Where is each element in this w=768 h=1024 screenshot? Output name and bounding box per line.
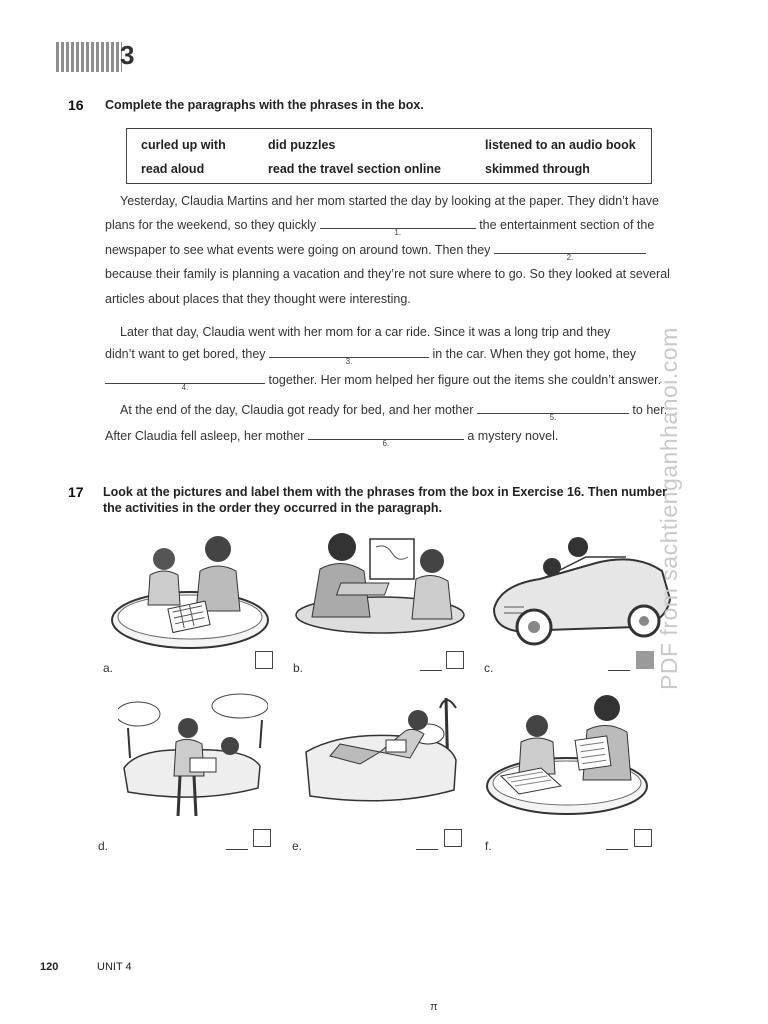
order-number-box-f[interactable]: [634, 829, 652, 847]
picture-a-puzzle: [108, 525, 273, 655]
picture-label: a.: [103, 661, 114, 675]
unit-logo-digit: 3: [120, 40, 134, 70]
phrase-box-item: skimmed through: [485, 162, 590, 176]
blank-number: 3.: [345, 357, 353, 366]
exercise-17-number: 17: [68, 484, 84, 500]
phrase-box-item: listened to an audio book: [485, 138, 636, 152]
answer-blank-6[interactable]: [308, 427, 464, 448]
picture-c-car: [486, 527, 676, 652]
paragraph-3-line: [120, 398, 667, 423]
picture-label: c.: [484, 661, 494, 675]
exercise-17-title-line: the activities in the order they occurred in the paragraph.: [103, 501, 442, 515]
text-segment: a mystery novel.: [463, 429, 559, 443]
picture-b-computer: [292, 525, 467, 635]
order-number-box-e[interactable]: [444, 829, 462, 847]
phrase-box-item: did puzzles: [268, 138, 336, 152]
phrase-box-item: read aloud: [141, 162, 205, 176]
order-number-box-b[interactable]: [446, 651, 464, 669]
label-answer-line-b[interactable]: [420, 669, 442, 671]
paragraph-2-line: [105, 368, 661, 393]
blank-number: 6.: [382, 439, 390, 448]
exercise-17-title-line: Look at the pictures and label them with the phrases from the box in Exercise 16. Then number: [103, 485, 668, 499]
blank-number: 4.: [181, 383, 189, 392]
picture-label: d.: [98, 839, 109, 853]
phrase-box-item: curled up with: [141, 138, 226, 152]
answer-blank-4[interactable]: [105, 371, 265, 392]
blank-number: 5.: [549, 413, 557, 422]
picture-label: e.: [292, 839, 303, 853]
order-number-box-d[interactable]: [253, 829, 271, 847]
order-number-box-c[interactable]: [636, 651, 654, 669]
exercise-16-number: 16: [68, 97, 84, 113]
paragraph-1-line: Yesterday, Claudia Martins and her mom started the day by looking at the paper. They didn’t have: [120, 194, 659, 208]
text-segment: After Claudia fell asleep, her mother: [105, 429, 308, 443]
text-segment: didn’t want to get bored, they: [105, 347, 269, 361]
paragraph-1-line: [105, 213, 654, 238]
phrase-box-item: read the travel section online: [268, 162, 441, 176]
paragraph-2-line: Later that day, Claudia went with her mom for a car ride. Since it was a long trip and they: [120, 325, 611, 339]
text-segment: newspaper to see what events were going on around town. Then they: [105, 243, 494, 257]
text-segment: At the end of the day, Claudia got ready for bed, and her mother: [120, 403, 477, 417]
picture-e-curled-up: [300, 688, 465, 818]
picture-label: f.: [485, 839, 492, 853]
page-number: 120: [40, 961, 59, 973]
unit-logo-graphic: [56, 42, 122, 72]
watermark-text: PDF from sachtienganhhanoi.com: [656, 327, 682, 690]
answer-blank-5[interactable]: [477, 401, 629, 422]
bottom-mark: π: [430, 1001, 438, 1013]
text-segment: together. Her mom helped her figure out the items she couldn’t answer.: [265, 373, 662, 387]
blank-number: 1.: [394, 228, 402, 237]
label-answer-line-e[interactable]: [416, 848, 438, 850]
blank-number: 2.: [566, 253, 574, 262]
exercise-16-title: Complete the paragraphs with the phrases in the box.: [105, 98, 424, 112]
answer-blank-2[interactable]: [494, 241, 646, 262]
unit-label: UNIT 4: [97, 961, 132, 973]
paragraph-3-line: [105, 424, 558, 449]
picture-d-read-aloud: [118, 688, 268, 823]
paragraph-2-line: [105, 342, 636, 367]
text-segment: to her.: [628, 403, 668, 417]
text-segment: plans for the weekend, so they quickly: [105, 218, 320, 232]
paragraph-1-line: because their family is planning a vacation and they’re not sure where to go. So they looked at several: [105, 267, 670, 281]
label-answer-line-c[interactable]: [608, 669, 630, 671]
paragraph-1-line: articles about places that they thought were interesting.: [105, 292, 411, 306]
text-segment: in the car. When they got home, they: [429, 347, 637, 361]
label-answer-line-f[interactable]: [606, 848, 628, 850]
label-answer-line-d[interactable]: [226, 848, 248, 850]
picture-label: b.: [293, 661, 304, 675]
text-segment: the entertainment section of the: [475, 218, 655, 232]
answer-blank-3[interactable]: [269, 345, 429, 366]
picture-f-reading: [483, 690, 653, 820]
phrase-box: [126, 128, 652, 184]
answer-blank-1[interactable]: [320, 216, 476, 237]
paragraph-1-line: [105, 238, 646, 263]
order-number-box-a[interactable]: [255, 651, 273, 669]
